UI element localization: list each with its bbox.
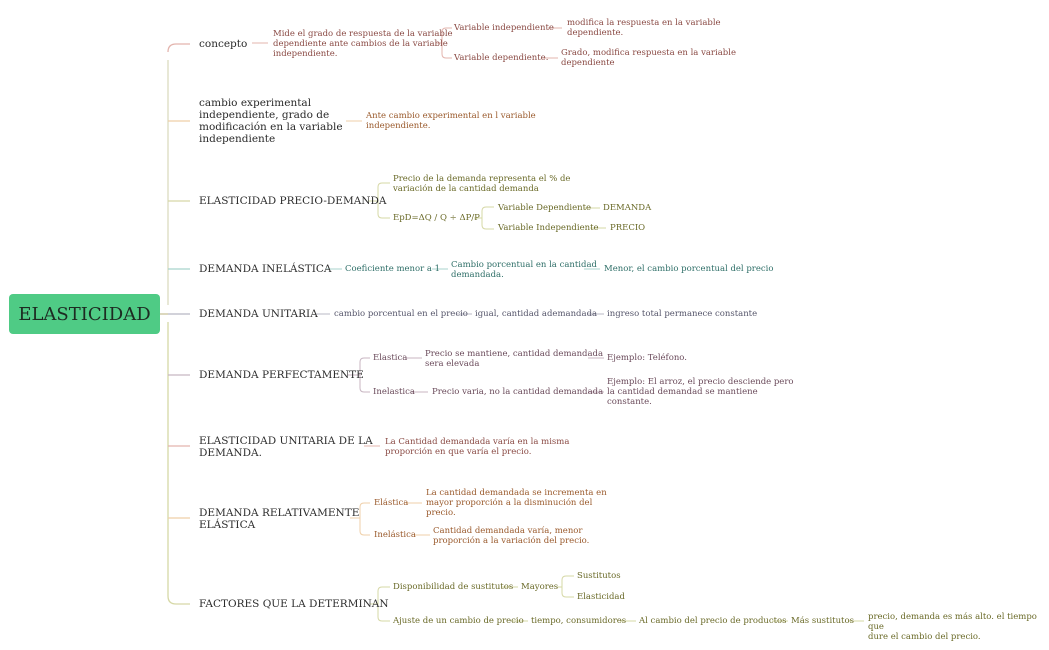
node-precio-demanda-alto[interactable]: precio, demanda es más alto. el tiempo que dure el cambio del precio.	[868, 612, 1037, 642]
node-coeficiente[interactable]: Coeficiente menor a 1	[345, 264, 441, 274]
root-label: ELASTICIDAD	[18, 303, 151, 325]
node-factores[interactable]: FACTORES QUE LA DETERMINAN	[199, 598, 389, 610]
node-elasticidad-precio-demanda[interactable]: ELASTICIDAD PRECIO-DEMANDA	[199, 195, 387, 207]
node-variable-independiente[interactable]: Variable independiente	[454, 23, 554, 33]
node-cambio-desc[interactable]: Ante cambio experimental en l variable independiente.	[366, 111, 536, 131]
node-variable-independiente-desc[interactable]: modifica la respuesta en la variable dependiente.	[567, 18, 721, 38]
node-variable-dependiente-pd[interactable]: Variable Dependiente	[498, 203, 592, 213]
node-mayores[interactable]: Mayores	[521, 582, 559, 592]
node-cambio-porcentual-cantidad[interactable]: Cambio porcentual en la cantidad demandada.	[451, 260, 597, 280]
node-demanda-inelastica[interactable]: DEMANDA INELÁSTICA	[199, 263, 332, 275]
node-al-cambio-precio[interactable]: Al cambio del precio de productos	[639, 616, 787, 626]
node-concepto[interactable]: concepto	[199, 38, 248, 50]
root-node[interactable]	[9, 294, 160, 334]
node-elastica-desc[interactable]: Precio se mantiene, cantidad demandada sera elevada	[425, 349, 604, 369]
node-concepto-definition[interactable]: Mide el grado de respuesta de la variable dependiente ante cambios de la variable independiente.	[273, 29, 453, 59]
node-cambio-experimental[interactable]: cambio experimental independiente, grado de modificación en la variable independiente	[199, 97, 343, 145]
node-elasticidad-leaf[interactable]: Elasticidad	[577, 592, 625, 602]
node-precio-demanda-desc[interactable]: Precio de la demanda representa el % de variación de la cantidad demanda	[393, 174, 571, 194]
node-ejemplo-arroz[interactable]: Ejemplo: El arroz, el precio desciende pero la cantidad demandad se mantiene constante.	[607, 377, 794, 407]
node-inelastica-desc[interactable]: Precio varia, no la cantidad demandada	[432, 387, 604, 397]
node-igual[interactable]: igual, cantidad ademandada	[475, 309, 598, 319]
node-unitaria-desc[interactable]: La Cantidad demandada varía en la misma proporción en que varía el precio.	[385, 437, 570, 457]
node-variable-dependiente-desc[interactable]: Grado, modifica respuesta en la variable dependiente	[561, 48, 736, 68]
node-cambio-porcentual-precio[interactable]: cambio porcentual en el precio	[334, 309, 468, 319]
node-demanda-unitaria[interactable]: DEMANDA UNITARIA	[199, 308, 318, 320]
node-elastica[interactable]: Elastica	[373, 353, 408, 363]
node-demanda-perfectamente[interactable]: DEMANDA PERFECTAMENTE	[199, 369, 364, 381]
node-rel-elastica[interactable]: Elástica	[374, 498, 409, 508]
node-disponibilidad-sustitutos[interactable]: Disponibilidad de sustitutos	[393, 582, 514, 592]
node-mas-sustitutos[interactable]: Más sustitutos	[791, 616, 854, 626]
node-ingreso-total[interactable]: ingreso total permanece constante	[607, 309, 758, 319]
node-variable-independiente-pd[interactable]: Variable Independiente	[498, 223, 599, 233]
node-variable-dependiente[interactable]: Variable dependiente.	[454, 53, 549, 63]
node-ajuste-cambio-precio[interactable]: Ajuste de un cambio de precio	[393, 616, 524, 626]
node-elasticidad-unitaria[interactable]: ELASTICIDAD UNITARIA DE LA DEMANDA.	[199, 435, 373, 459]
node-rel-elastica-desc[interactable]: La cantidad demandada se incrementa en mayor proporción a la disminución del precio.	[426, 488, 607, 518]
node-inelastica[interactable]: Inelastica	[373, 387, 415, 397]
node-rel-inelastica-desc[interactable]: Cantidad demandada varía, menor proporción a la variación del precio.	[433, 526, 590, 546]
node-rel-inelastica[interactable]: Inelástica	[374, 530, 416, 540]
node-menor[interactable]: Menor, el cambio porcentual del precio	[604, 264, 774, 274]
node-formula[interactable]: EpD=ΔQ / Q ÷ ΔP/P	[393, 213, 480, 223]
node-demanda-relativamente-elastica[interactable]: DEMANDA RELATIVAMENTE ELÁSTICA	[199, 507, 360, 531]
node-tiempo-consumidores[interactable]: tiempo, consumidores	[531, 616, 627, 626]
node-ejemplo-telefono[interactable]: Ejemplo: Teléfono.	[607, 353, 687, 363]
node-demanda[interactable]: DEMANDA	[603, 203, 652, 213]
node-precio[interactable]: PRECIO	[610, 223, 646, 233]
node-sustitutos[interactable]: Sustitutos	[577, 571, 621, 581]
